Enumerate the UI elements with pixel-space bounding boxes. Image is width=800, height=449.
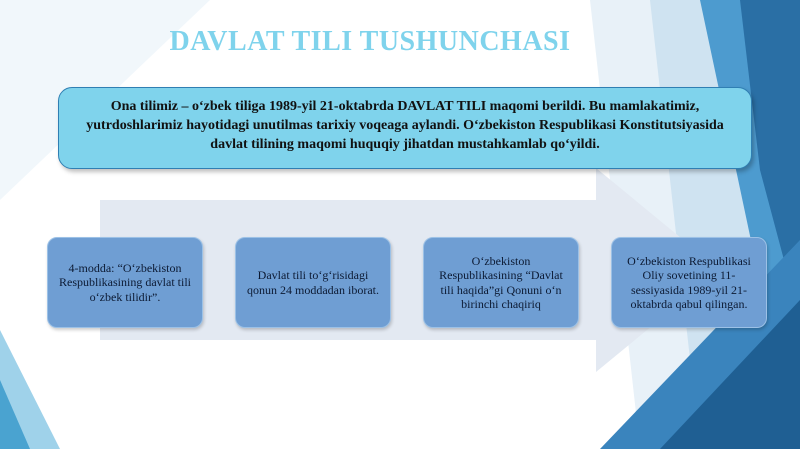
slide-title: DAVLAT TILI TUSHUNCHASI	[169, 26, 571, 57]
info-card-law-articles: Davlat tili to‘g‘risidagi qonun 24 moddadan iborat.	[235, 237, 391, 328]
info-card-law-name: O‘zbekiston Respublikasining “Davlat tili haqida”gi Qonuni o‘n birinchi chaqiriq	[423, 237, 579, 328]
intro-text-box: Ona tilimiz – o‘zbek tiliga 1989-yil 21-oktabrda DAVLAT TILI maqomi berildi. Bu mamlakatimiz, yutrdoshlarimiz hayotidagi unutilmas tarixiy voqeaga aylandi. O‘zbekiston Respublikasi Konstitutsiyasida davlat tilining maqomi huquqiy jihatdan mustahkamlab qo‘yildi.	[58, 87, 752, 169]
info-card-article-4: 4-modda: “O‘zbekiston Respublikasining davlat tili o‘zbek tilidir”.	[47, 237, 203, 328]
info-card-adoption-date: O‘zbekiston Respublikasi Oliy sovetining 11-sessiyasida 1989-yil 21-oktabrda qabul qilingan.	[611, 237, 767, 328]
